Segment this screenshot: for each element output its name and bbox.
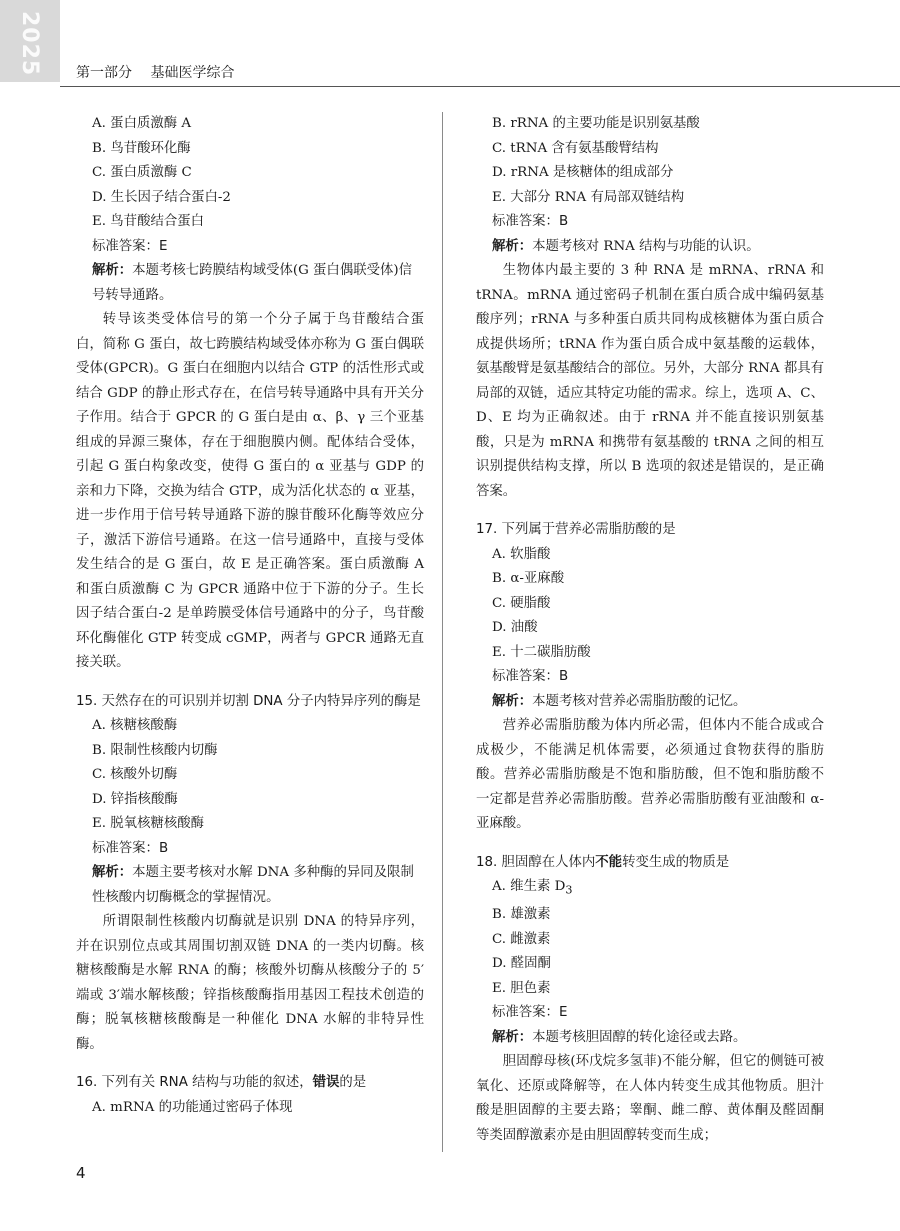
q18-exp-text: 本题考核胆固醇的转化途径或去路。 (532, 1029, 747, 1045)
q15-option-b: B. 限制性核酸内切酶 (92, 742, 218, 758)
q14-paragraph: 转导该类受体信号的第一个分子属于鸟苷酸结合蛋白，简称 G 蛋白，故七跨膜结构域受体亦称为 G 蛋白偶联受体(GPCR)。G 蛋白在细胞内以结合 GTP 的活性形式或结合 GDP 的静止形式存在，在信号转导通路中具有开关分子作用。结合于 GPCR 的 G 蛋白是由 α、β、γ 三个亚基组成的异源三聚体，存在于细胞膜内侧。配体结合受体，引起 G 蛋白构象改变，使得 G 蛋白的 α 亚基与 GDP 的亲和力下降，交换为结合 GTP，成为活化状态的 α 亚基，进一步作用于信号转导通路下游的腺苷酸环化酶等效应分子，激活下游信号通路。在这一信号通路中，直接与受体发生结合的是 G 蛋白，故 E 是正确答案。蛋白质激酶 A 和蛋白质激酶 C 为 GPCR 通路中位于下游的分子。生长因子结合蛋白-2 是单跨膜受体信号通路中的分子，鸟苷酸环化酶催化 GTP 转变成 cGMP，两者与 GPCR 通路无直接关联。 (76, 312, 424, 670)
q14-explanation (76, 259, 424, 308)
q15-explanation (76, 861, 424, 910)
q15-answer: 标准答案：B (92, 840, 169, 856)
column-divider (442, 112, 443, 1152)
q14-exp-text: 本题考核七跨膜结构域受体(G 蛋白偶联受体)信号转导通路。 (92, 263, 412, 303)
q14-option-c: C. 蛋白质激酶 C (92, 165, 192, 180)
right-column (476, 112, 824, 1148)
q18-exp-label: 解析： (492, 1029, 533, 1045)
q17-exp-text: 本题考核对营养必需脂肪酸的记忆。 (532, 693, 747, 709)
q14-option-e: E. 鸟苷酸结合蛋白 (92, 214, 205, 229)
q16-stem-emphasis: 错误 (312, 1075, 340, 1090)
q17-exp-label: 解析： (492, 693, 533, 709)
q15-exp-label: 解析： (92, 865, 133, 880)
q18-answer: 标准答案：E (492, 1005, 568, 1021)
q18-stem (476, 851, 824, 876)
q18-option-a (476, 875, 824, 903)
q16-answer: 标准答案：B (492, 214, 569, 229)
q18-option-d: D. 醛固酮 (492, 956, 551, 972)
q15-option-d: D. 锌指核酸酶 (92, 791, 178, 807)
q14-option-a: A. 蛋白质激酶 A (92, 116, 192, 131)
q17-stem: 17. 下列属于营养必需脂肪酸的是 (476, 522, 676, 537)
q16-option-c: C. tRNA 含有氨基酸臂结构 (492, 140, 659, 156)
q15-option-e: E. 脱氧核糖核酸酶 (92, 816, 205, 831)
q15-option-a: A. 核糖核酸酶 (92, 718, 178, 733)
q15-stem: 15. 天然存在的可识别并切割 DNA 分子内特异序列的酶是 (76, 693, 421, 709)
page-header (76, 62, 248, 82)
q17-explanation (476, 690, 824, 715)
q14-answer: 标准答案：E (92, 238, 168, 254)
q16-stem-tail: 的是 (339, 1075, 367, 1090)
q17-option-c: C. 硬脂酸 (492, 595, 551, 611)
page-number: 4 (76, 1164, 86, 1182)
part-label: 第一部分 (76, 65, 132, 81)
q16-explanation (476, 235, 824, 260)
q18-explanation (476, 1026, 824, 1051)
q14-option-d: D. 生长因子结合蛋白-2 (92, 189, 231, 205)
q18-option-a-text: A. 维生素 D (492, 879, 566, 894)
q16-option-d: D. rRNA 是核糖体的组成部分 (492, 165, 674, 180)
q18-option-e: E. 胆色素 (492, 980, 551, 996)
q18-paragraph: 胆固醇母核(环戊烷多氢菲)不能分解，但它的侧链可被氧化、还原或降解等，在人体内转变生成其他物质。胆汁酸是胆固醇的主要去路；睾酮、雌二醇、黄体酮及醛固酮等类固醇激素亦是由胆固醇转变而生成； (476, 1054, 824, 1143)
q15-option-c: C. 核酸外切酶 (92, 767, 178, 782)
q17-option-a: A. 软脂酸 (492, 546, 551, 562)
q16-stem (76, 1071, 424, 1096)
q18-stem-emphasis: 不能 (595, 854, 623, 870)
q14-exp-label: 解析： (92, 263, 133, 278)
q17-option-e: E. 十二碳脂肪酸 (492, 644, 591, 660)
q17-option-d: D. 油酸 (492, 620, 538, 635)
q16-stem-text: 16. 下列有关 RNA 结构与功能的叙述， (76, 1075, 313, 1090)
q16-paragraph: 生物体内最主要的 3 种 RNA 是 mRNA、rRNA 和 tRNA。mRNA 通过密码子机制在蛋白质合成中编码氨基酸序列；rRNA 与多种蛋白质共同构成核糖体为蛋白质合成提供场所；tRNA 作为蛋白质合成中氨基酸的运载体，氨基酸臂是氨基酸结合的部位。另外，大部分 RNA 都具有局部的双链，适应其特定功能的需求。综上，选项 A、C、D、E 均为正确叙述。由于 rRNA 并不能直接识别氨基酸，只是为 mRNA 和携带有氨基酸的 tRNA 之间的相互识别提供结构支撑，所以 B 选项的叙述是错误的，是正确答案。 (476, 263, 824, 499)
q16-option-e: E. 大部分 RNA 有局部双链结构 (492, 189, 685, 205)
q18-stem-tail: 转变生成的物质是 (622, 854, 730, 870)
year-tab (0, 0, 60, 82)
q15-exp-text: 本题主要考核对水解 DNA 多种酶的异同及限制性核酸内切酶概念的掌握情况。 (92, 865, 414, 905)
q18-stem-text: 18. 胆固醇在人体内 (476, 854, 596, 870)
q15-paragraph: 所谓限制性核酸内切酶就是识别 DNA 的特异序列，并在识别位点或其周围切割双链 DNA 的一类内切酶。核糖核酸酶是水解 RNA 的酶；核酸外切酶从核酸分子的 5′端或 3′端水解核酸；锌指核酸酶指用基因工程技术创造的酶；脱氧核糖核酸酶是一种催化 DNA 水解的非特异性酶。 (76, 914, 424, 1052)
q18-option-c: C. 雌激素 (492, 931, 551, 947)
q17-answer: 标准答案：B (492, 669, 569, 684)
q16-option-b: B. rRNA 的主要功能是识别氨基酸 (492, 116, 700, 131)
q17-option-b: B. α-亚麻酸 (492, 571, 565, 586)
q18-option-b: B. 雄激素 (492, 907, 551, 923)
left-column (76, 112, 424, 1120)
q16-exp-text: 本题考核对 RNA 结构与功能的认识。 (532, 238, 760, 254)
q18-option-a-subscript: 3 (565, 883, 573, 897)
year-label: 2025 (17, 11, 42, 77)
header-divider (60, 86, 900, 87)
q17-paragraph: 营养必需脂肪酸为体内所必需，但体内不能合成或合成极少，不能满足机体需要，必须通过食物获得的脂肪酸。营养必需脂肪酸是不饱和脂肪酸，但不饱和脂肪酸不一定都是营养必需脂肪酸。营养必需脂肪酸有亚油酸和 α-亚麻酸。 (476, 718, 824, 831)
q16-exp-label: 解析： (492, 238, 533, 254)
q16-option-a: A. mRNA 的功能通过密码子体现 (92, 1099, 293, 1115)
q14-option-b: B. 鸟苷酸环化酶 (92, 140, 191, 156)
section-title: 基础医学综合 (150, 65, 235, 81)
